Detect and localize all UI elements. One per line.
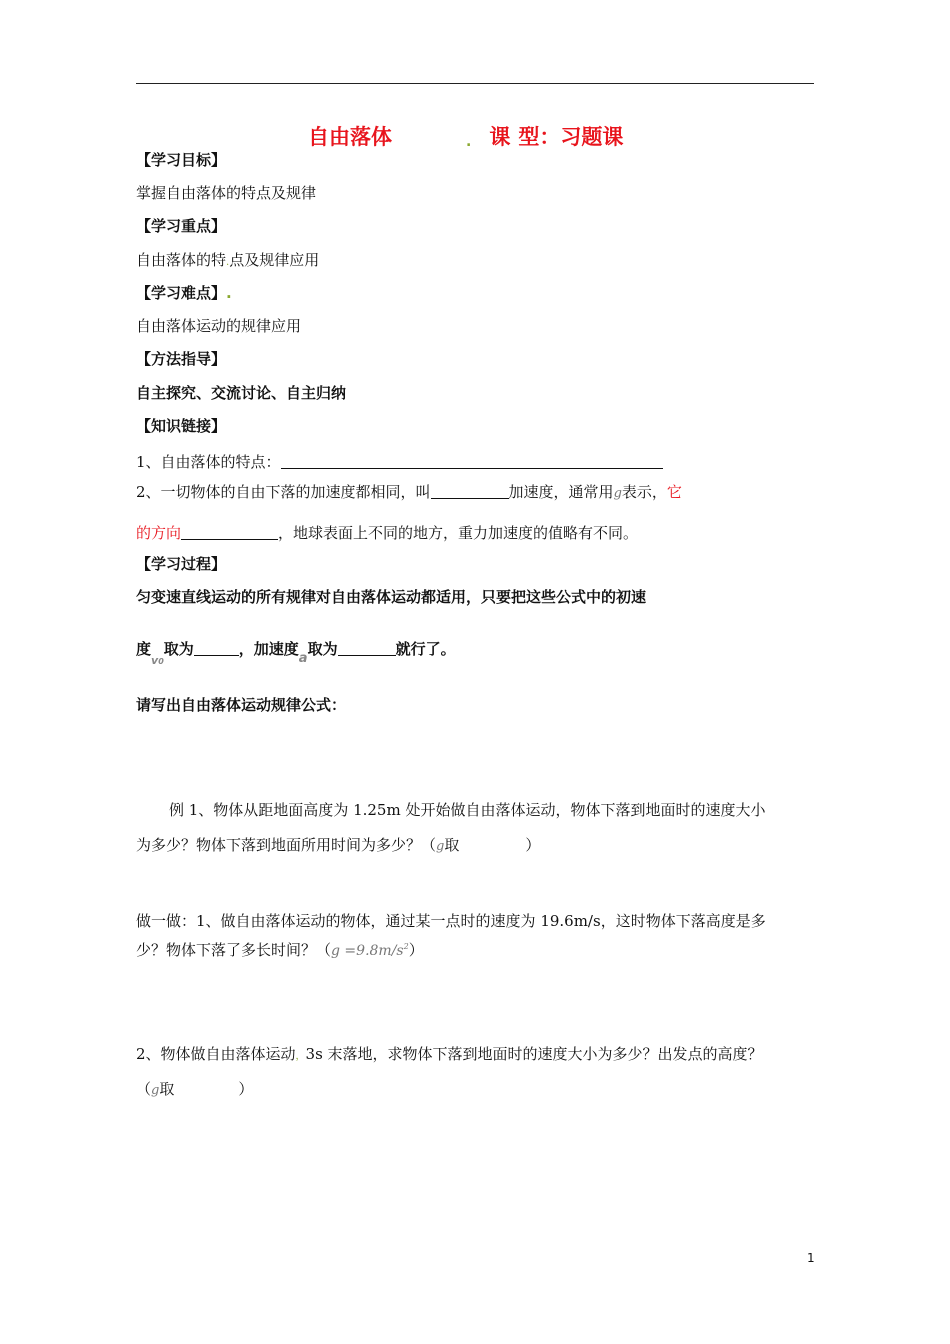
process-blank-1 <box>194 640 239 656</box>
q2-2a: （ <box>136 1080 152 1098</box>
try-line-1: 做一做：1、做自由落体运动的物体，通过某一点时的速度为 19.6m/s，这时物体下落高度是多 <box>136 912 766 930</box>
hard-heading <box>136 286 232 301</box>
key-text-b: 点及规律应用 <box>229 251 320 269</box>
process-heading: 【学习过程】 <box>136 555 227 573</box>
link-item-1-blank <box>281 453 663 469</box>
link-item-2a: 2、一切物体的自由下落的加速度都相同，叫 <box>136 483 431 501</box>
title-topic: 自由落体 <box>308 125 392 149</box>
title-dot: . <box>466 134 472 150</box>
ex1-2a: 为多少？物体下落到地面所用时间为多少？（ <box>136 836 437 854</box>
method-heading: 【方法指导】 <box>136 350 227 368</box>
process-line-3: 请写出自由落体运动规律公式： <box>136 696 347 714</box>
process-2b: 取为 <box>163 640 194 658</box>
process-2d: 取为 <box>307 640 338 658</box>
process-line-2 <box>136 640 456 667</box>
try-2a: 少？物体下落了多长时间？（ <box>136 941 332 959</box>
key-text-dot: . <box>226 257 230 268</box>
v0-symbol <box>151 654 164 667</box>
link-item-1 <box>136 453 663 470</box>
title-type-label: 型： <box>518 125 561 149</box>
goal-text: 掌握自由落体的特点及规律 <box>136 184 317 202</box>
q2-g-symbol: g <box>151 1083 160 1098</box>
q2-dot: ， <box>295 1051 306 1062</box>
try-formula: g =9.8m/s <box>331 943 404 959</box>
v0-v: v <box>151 654 159 667</box>
try-line-2 <box>136 943 424 958</box>
key-text <box>136 253 319 268</box>
link-item-2-blank-1 <box>431 483 509 499</box>
ex1-2c: ） <box>525 836 541 854</box>
link-item-2d: ，地球表面上不同的地方，重力加速度的值略有不同。 <box>278 524 639 542</box>
a-symbol: a <box>298 651 308 666</box>
method-text: 自主探究、交流讨论、自主归纳 <box>136 384 347 402</box>
title-label: 课 <box>489 125 511 149</box>
example-1-line-2 <box>136 838 540 853</box>
process-blank-2 <box>338 640 396 656</box>
link-item-2-cont <box>136 524 638 541</box>
ex1-2b: 取 <box>444 836 460 854</box>
link-item-2-blank-2 <box>181 524 278 540</box>
link-heading: 【知识链接】 <box>136 417 227 435</box>
page-title <box>308 127 623 148</box>
try-formula-sup: 2 <box>403 942 409 951</box>
example-1-line-1: 例 1、物体从距地面高度为 1.25m 处开始做自由落体运动，物体下落到地面时的速度大小 <box>169 801 766 819</box>
v0-sub: 0 <box>158 657 164 666</box>
link-item-2-red-2: 的方向 <box>136 524 182 542</box>
link-item-2-red-1: 它 <box>666 483 682 501</box>
key-heading: 【学习重点】 <box>136 217 227 235</box>
title-type-value: 习题课 <box>560 125 624 149</box>
process-2a: 度 <box>136 640 152 658</box>
link-item-2 <box>136 483 682 500</box>
hard-text: 自由落体运动的规律应用 <box>136 317 302 335</box>
key-text-a: 自由落体的特 <box>136 251 227 269</box>
process-2e: 就行了。 <box>395 640 456 658</box>
hard-heading-dot: . <box>226 284 232 302</box>
q2-1b: 3s 末落地，求物体下落到地面时的速度大小为多少？出发点的高度？ <box>305 1045 763 1063</box>
goal-heading: 【学习目标】 <box>136 151 227 169</box>
header-rule <box>136 83 814 84</box>
question-2-line-1 <box>136 1047 763 1062</box>
g-symbol: g <box>613 486 622 501</box>
ex1-g-symbol: g <box>436 839 445 854</box>
q2-2b: 取 <box>159 1080 175 1098</box>
q2-1a: 2、物体做自由落体运动 <box>136 1045 296 1063</box>
link-item-2c: 表示， <box>621 483 667 501</box>
process-2c: ，加速度 <box>238 640 299 658</box>
try-2b: ） <box>408 941 424 959</box>
page-number: 1 <box>807 1251 815 1265</box>
process-line-1: 匀变速直线运动的所有规律对自由落体运动都适用，只要把这些公式中的初速 <box>136 588 647 606</box>
link-item-1-text: 1、自由落体的特点： <box>136 453 281 471</box>
hard-heading-text: 【学习难点】 <box>136 284 227 302</box>
q2-2c: ） <box>238 1080 254 1098</box>
question-2-line-2 <box>136 1082 253 1097</box>
link-item-2b: 加速度，通常用 <box>508 483 614 501</box>
